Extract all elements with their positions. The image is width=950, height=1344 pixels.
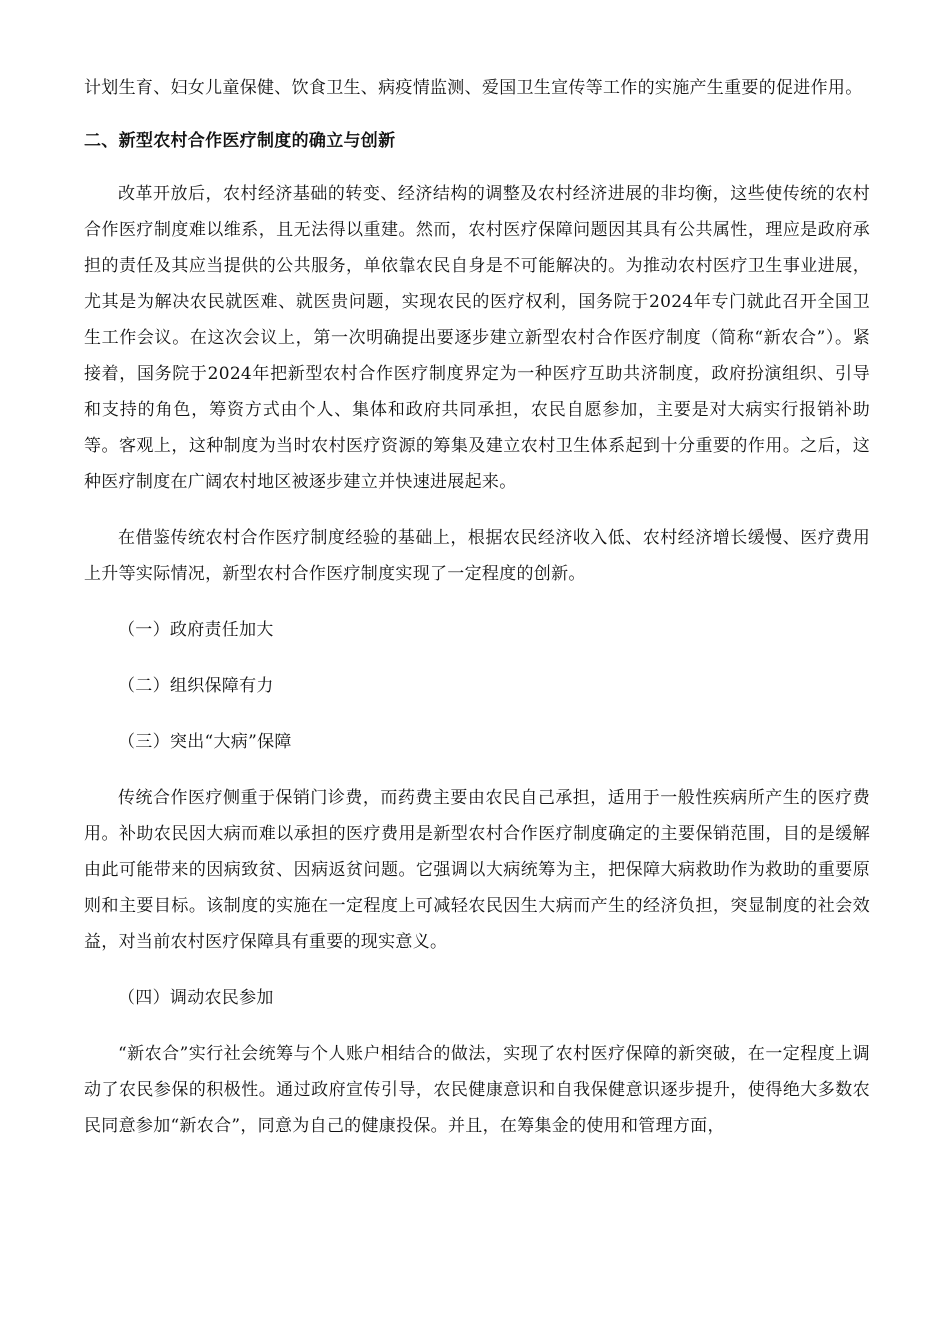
subheading-4: （四）调动农民参加 [118, 988, 274, 1008]
paragraph-continued: 计划生育、妇女儿童保健、饮食卫生、病疫情监测、爱国卫生宣传等工作的实施产生重要的促进作用。 [84, 78, 863, 98]
document-page [84, 70, 870, 1144]
paragraph-innovation: 在借鉴传统农村合作医疗制度经验的基础上，根据农民经济收入低、农村经济增长缓慢、医疗费用上升等实际情况，新型农村合作医疗制度实现了一定程度的创新。 [84, 528, 870, 584]
paragraph-reform: 改革开放后，农村经济基础的转变、经济结构的调整及农村经济进展的非均衡，这些使传统的农村合作医疗制度难以维系，且无法得以重建。然而，农村医疗保障问题因其具有公共属性，理应是政府承担的责任及其应当提供的公共服务，单依靠农民自身是不可能解决的。为推动农村医疗卫生事业进展，尤其是为解决农民就医难、就医贵问题，实现农民的医疗权利，国务院于2024年专门就此召开全国卫生工作会议。在这次会议上，第一次明确提出要逐步建立新型农村合作医疗制度（简称“新农合”）。紧接着，国务院于2024年把新型农村合作医疗制度界定为一种医疗互助共济制度，政府扮演组织、引导和支持的角色，筹资方式由个人、集体和政府共同承担，农民自愿参加，主要是对大病实行报销补助等。客观上，这种制度为当时农村医疗资源的筹集及建立农村卫生体系起到十分重要的作用。之后，这种医疗制度在广阔农村地区被逐步建立并快速进展起来。 [84, 184, 870, 492]
paragraph-major-illness: 传统合作医疗侧重于保销门诊费，而药费主要由农民自己承担，适用于一般性疾病所产生的医疗费用。补助农民因大病而难以承担的医疗费用是新型农村合作医疗制度确定的主要保销范围，目的是缓解由此可能带来的因病致贫、因病返贫问题。它强调以大病统筹为主，把保障大病救助作为救助的重要原则和主要目标。该制度的实施在一定程度上可减轻农民因生大病而产生的经济负担，突显制度的社会效益，对当前农村医疗保障具有重要的现实意义。 [84, 788, 870, 952]
section-heading: 二、新型农村合作医疗制度的确立与创新 [84, 131, 396, 151]
subheading-1: （一）政府责任加大 [118, 620, 274, 640]
subheading-3: （三）突出“大病”保障 [118, 732, 292, 752]
subheading-2: （二）组织保障有力 [118, 676, 274, 696]
paragraph-participation: “新农合”实行社会统筹与个人账户相结合的做法，实现了农村医疗保障的新突破，在一定程度上调动了农民参保的积极性。通过政府宣传引导，农民健康意识和自我保健意识逐步提升，使得绝大多数农民同意参加“新农合”，同意为自己的健康投保。并且，在筹集金的使用和管理方面， [84, 1044, 870, 1136]
